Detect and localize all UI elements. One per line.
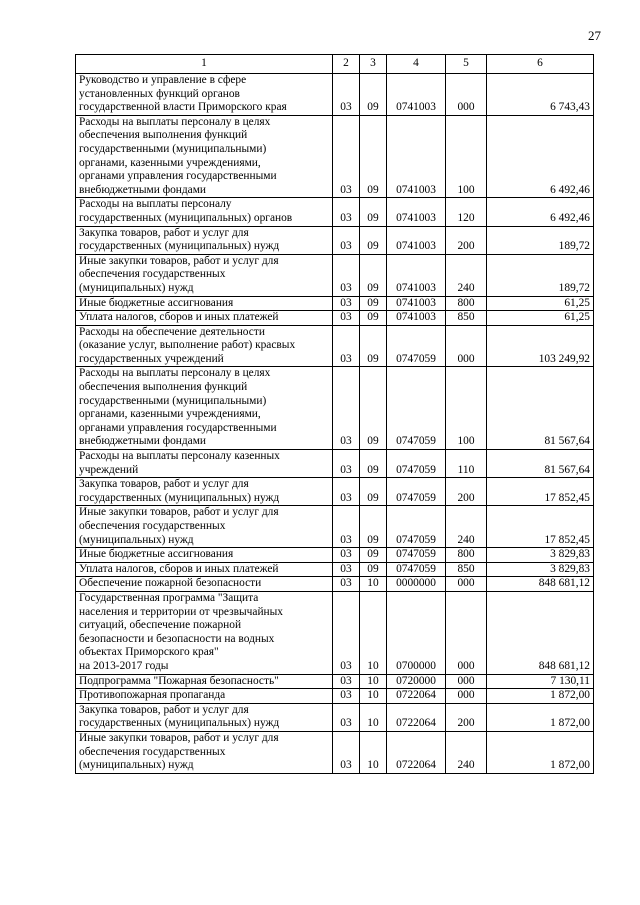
item-name-line: органами, казенными учреждениями,	[79, 156, 261, 169]
item-name-line: (муниципальных) нужд	[79, 533, 194, 546]
subsection-code-cell: 09	[360, 226, 387, 254]
table-row	[76, 74, 594, 116]
section-code-cell: 03	[333, 591, 360, 674]
target-article-cell: 0700000	[387, 591, 446, 674]
table-row	[76, 198, 594, 226]
item-name-line: безопасности и безопасности на водных	[79, 632, 275, 645]
subsection-code-cell: 10	[360, 731, 387, 773]
item-name-line: обеспечения выполнения функций	[79, 129, 248, 142]
item-name-line: учреждений	[79, 463, 139, 476]
target-article-cell: 0747059	[387, 478, 446, 506]
expense-type-cell: 000	[446, 689, 487, 704]
target-article-cell: 0747059	[387, 506, 446, 548]
target-article-cell: 0747059	[387, 562, 446, 577]
expense-type-cell: 240	[446, 254, 487, 296]
subsection-code-cell: 10	[360, 689, 387, 704]
section-code-cell: 03	[333, 478, 360, 506]
target-article-cell: 0722064	[387, 731, 446, 773]
subsection-code-cell: 09	[360, 450, 387, 478]
table-row	[76, 450, 594, 478]
target-article-cell: 0720000	[387, 674, 446, 689]
expense-type-cell: 100	[446, 367, 487, 450]
item-name-line: государственных (муниципальных) органов	[79, 211, 293, 224]
subsection-code-cell: 09	[360, 198, 387, 226]
item-name-cell	[76, 367, 333, 450]
expense-type-cell: 800	[446, 296, 487, 311]
subsection-code-cell: 10	[360, 577, 387, 592]
amount-cell: 17 852,45	[487, 478, 594, 506]
amount-cell: 1 872,00	[487, 731, 594, 773]
target-article-cell: 0741003	[387, 115, 446, 198]
item-name-cell	[76, 731, 333, 773]
item-name-line: Иные бюджетные ассигнования	[79, 548, 234, 561]
section-code-cell: 03	[333, 674, 360, 689]
target-article-cell: 0741003	[387, 296, 446, 311]
budget-table	[75, 54, 594, 774]
column-header: 2	[333, 55, 360, 74]
item-name-line: внебюджетными фондами	[79, 183, 207, 196]
subsection-code-cell: 09	[360, 74, 387, 116]
amount-cell: 3 829,83	[487, 562, 594, 577]
table-row	[76, 115, 594, 198]
expense-type-cell: 120	[446, 198, 487, 226]
item-name-line: органами, казенными учреждениями,	[79, 408, 261, 421]
item-name-cell	[76, 254, 333, 296]
expense-type-cell: 850	[446, 311, 487, 326]
item-name-line: государственными (муниципальными)	[79, 142, 267, 155]
expense-type-cell: 800	[446, 548, 487, 563]
section-code-cell: 03	[333, 254, 360, 296]
item-name-cell	[76, 296, 333, 311]
subsection-code-cell: 09	[360, 478, 387, 506]
section-code-cell: 03	[333, 562, 360, 577]
table-row	[76, 577, 594, 592]
item-name-cell	[76, 450, 333, 478]
item-name-line: Руководство и управление в сфере	[79, 74, 247, 86]
expense-type-cell: 000	[446, 577, 487, 592]
item-name-line: Уплата налогов, сборов и иных платежей	[79, 562, 279, 575]
item-name-line: (муниципальных) нужд	[79, 281, 194, 294]
item-name-line: (оказание услуг, выполнение работ) красвых	[79, 339, 296, 352]
expense-type-cell: 200	[446, 703, 487, 731]
target-article-cell: 0741003	[387, 74, 446, 116]
table-row	[76, 506, 594, 548]
amount-cell: 848 681,12	[487, 591, 594, 674]
item-name-cell	[76, 506, 333, 548]
expense-type-cell: 000	[446, 674, 487, 689]
section-code-cell: 03	[333, 226, 360, 254]
subsection-code-cell: 09	[360, 325, 387, 367]
section-code-cell: 03	[333, 689, 360, 704]
table-row	[76, 296, 594, 311]
amount-cell: 81 567,64	[487, 450, 594, 478]
amount-cell: 61,25	[487, 311, 594, 326]
target-article-cell: 0747059	[387, 548, 446, 563]
expense-type-cell: 200	[446, 226, 487, 254]
item-name-line: органами управления государственными	[79, 421, 277, 434]
item-name-line: Уплата налогов, сборов и иных платежей	[79, 311, 279, 324]
amount-cell: 1 872,00	[487, 689, 594, 704]
amount-cell: 848 681,12	[487, 577, 594, 592]
item-name-line: Расходы на выплаты персоналу	[79, 198, 232, 211]
amount-cell: 7 130,11	[487, 674, 594, 689]
amount-cell: 189,72	[487, 226, 594, 254]
item-name-line: Закупка товаров, работ и услуг для	[79, 226, 249, 239]
item-name-line: органами управления государственными	[79, 170, 277, 183]
item-name-line: обеспечения государственных	[79, 520, 226, 532]
section-code-cell: 03	[333, 577, 360, 592]
table-row	[76, 689, 594, 704]
item-name-line: населения и территории от чрезвычайных	[79, 605, 283, 618]
amount-cell: 6 743,43	[487, 74, 594, 116]
table-row	[76, 731, 594, 773]
item-name-line: Иные закупки товаров, работ и услуг для	[79, 731, 279, 744]
item-name-cell	[76, 577, 333, 592]
table-row	[76, 226, 594, 254]
item-name-line: установленных функций органов	[79, 87, 240, 100]
expense-type-cell: 000	[446, 591, 487, 674]
table-row	[76, 548, 594, 563]
column-header: 3	[360, 55, 387, 74]
amount-cell: 103 249,92	[487, 325, 594, 367]
table-row	[76, 591, 594, 674]
section-code-cell: 03	[333, 548, 360, 563]
target-article-cell: 0722064	[387, 689, 446, 704]
column-header: 4	[387, 55, 446, 74]
section-code-cell: 03	[333, 296, 360, 311]
subsection-code-cell: 09	[360, 311, 387, 326]
amount-cell: 6 492,46	[487, 198, 594, 226]
target-article-cell: 0741003	[387, 226, 446, 254]
target-article-cell: 0741003	[387, 311, 446, 326]
target-article-cell: 0000000	[387, 577, 446, 592]
item-name-line: государственной власти Приморского края	[79, 101, 287, 114]
section-code-cell: 03	[333, 506, 360, 548]
subsection-code-cell: 09	[360, 254, 387, 296]
item-name-cell	[76, 548, 333, 563]
item-name-line: Расходы на выплаты персоналу в целях	[79, 115, 271, 128]
item-name-cell	[76, 311, 333, 326]
item-name-cell	[76, 325, 333, 367]
page-number: 27	[588, 28, 601, 43]
item-name-line: государственных учреждений	[79, 352, 224, 365]
section-code-cell: 03	[333, 311, 360, 326]
amount-cell: 6 492,46	[487, 115, 594, 198]
item-name-line: обеспечения государственных	[79, 268, 226, 281]
expense-type-cell: 240	[446, 506, 487, 548]
section-code-cell: 03	[333, 74, 360, 116]
item-name-line: государственных (муниципальных) нужд	[79, 491, 280, 504]
item-name-cell	[76, 562, 333, 577]
subsection-code-cell: 10	[360, 591, 387, 674]
subsection-code-cell: 09	[360, 562, 387, 577]
subsection-code-cell: 10	[360, 703, 387, 731]
item-name-cell	[76, 115, 333, 198]
table-body	[76, 74, 594, 774]
item-name-line: государственными (муниципальными)	[79, 394, 267, 407]
item-name-line: обеспечения выполнения функций	[79, 381, 248, 394]
section-code-cell: 03	[333, 325, 360, 367]
item-name-line: обеспечения государственных	[79, 745, 226, 758]
item-name-line: Обеспечение пожарной безопасности	[79, 577, 262, 590]
section-code-cell: 03	[333, 198, 360, 226]
item-name-line: Иные закупки товаров, работ и услуг для	[79, 506, 279, 519]
target-article-cell: 0747059	[387, 367, 446, 450]
amount-cell: 17 852,45	[487, 506, 594, 548]
section-code-cell: 03	[333, 115, 360, 198]
expense-type-cell: 240	[446, 731, 487, 773]
item-name-cell	[76, 689, 333, 704]
item-name-line: Закупка товаров, работ и услуг для	[79, 478, 249, 491]
item-name-line: Расходы на выплаты персоналу в целях	[79, 367, 271, 380]
item-name-line: Расходы на обеспечение деятельности	[79, 325, 265, 338]
subsection-code-cell: 10	[360, 674, 387, 689]
item-name-cell	[76, 591, 333, 674]
item-name-line: ситуаций, обеспечение пожарной	[79, 619, 242, 632]
item-name-cell	[76, 703, 333, 731]
table-row	[76, 325, 594, 367]
table-row	[76, 562, 594, 577]
table-row	[76, 478, 594, 506]
column-number-row	[76, 55, 594, 74]
table-row	[76, 311, 594, 326]
target-article-cell: 0741003	[387, 198, 446, 226]
expense-type-cell: 850	[446, 562, 487, 577]
column-header: 6	[487, 55, 594, 74]
amount-cell: 1 872,00	[487, 703, 594, 731]
item-name-line: Государственная программа "Защита	[79, 591, 259, 604]
section-code-cell: 03	[333, 367, 360, 450]
item-name-line: Иные закупки товаров, работ и услуг для	[79, 254, 279, 267]
section-code-cell: 03	[333, 450, 360, 478]
item-name-line: Противопожарная пропаганда	[79, 689, 226, 702]
target-article-cell: 0747059	[387, 325, 446, 367]
item-name-cell	[76, 198, 333, 226]
item-name-line: государственных (муниципальных) нужд	[79, 717, 280, 730]
amount-cell: 81 567,64	[487, 367, 594, 450]
section-code-cell: 03	[333, 731, 360, 773]
amount-cell: 61,25	[487, 296, 594, 311]
column-header: 1	[76, 55, 333, 74]
subsection-code-cell: 09	[360, 506, 387, 548]
item-name-line: (муниципальных) нужд	[79, 759, 194, 772]
item-name-line: Иные бюджетные ассигнования	[79, 296, 234, 309]
target-article-cell: 0722064	[387, 703, 446, 731]
table-row	[76, 367, 594, 450]
item-name-cell	[76, 674, 333, 689]
expense-type-cell: 000	[446, 74, 487, 116]
subsection-code-cell: 09	[360, 115, 387, 198]
column-header: 5	[446, 55, 487, 74]
item-name-cell	[76, 478, 333, 506]
expense-type-cell: 100	[446, 115, 487, 198]
item-name-line: на 2013-2017 годы	[79, 659, 169, 672]
expense-type-cell: 000	[446, 325, 487, 367]
item-name-line: Закупка товаров, работ и услуг для	[79, 703, 249, 716]
subsection-code-cell: 09	[360, 367, 387, 450]
amount-cell: 189,72	[487, 254, 594, 296]
amount-cell: 3 829,83	[487, 548, 594, 563]
item-name-cell	[76, 74, 333, 116]
item-name-line: государственных (муниципальных) нужд	[79, 240, 280, 253]
item-name-line: внебюджетными фондами	[79, 435, 207, 448]
table-row	[76, 703, 594, 731]
target-article-cell: 0747059	[387, 450, 446, 478]
section-code-cell: 03	[333, 703, 360, 731]
subsection-code-cell: 09	[360, 296, 387, 311]
expense-type-cell: 110	[446, 450, 487, 478]
item-name-line: объектах Приморского края"	[79, 646, 219, 659]
item-name-line: Подпрограмма "Пожарная безопасность"	[79, 674, 279, 687]
target-article-cell: 0741003	[387, 254, 446, 296]
table-row	[76, 254, 594, 296]
subsection-code-cell: 09	[360, 548, 387, 563]
item-name-line: Расходы на выплаты персоналу казенных	[79, 450, 280, 463]
expense-type-cell: 200	[446, 478, 487, 506]
item-name-cell	[76, 226, 333, 254]
table-row	[76, 674, 594, 689]
